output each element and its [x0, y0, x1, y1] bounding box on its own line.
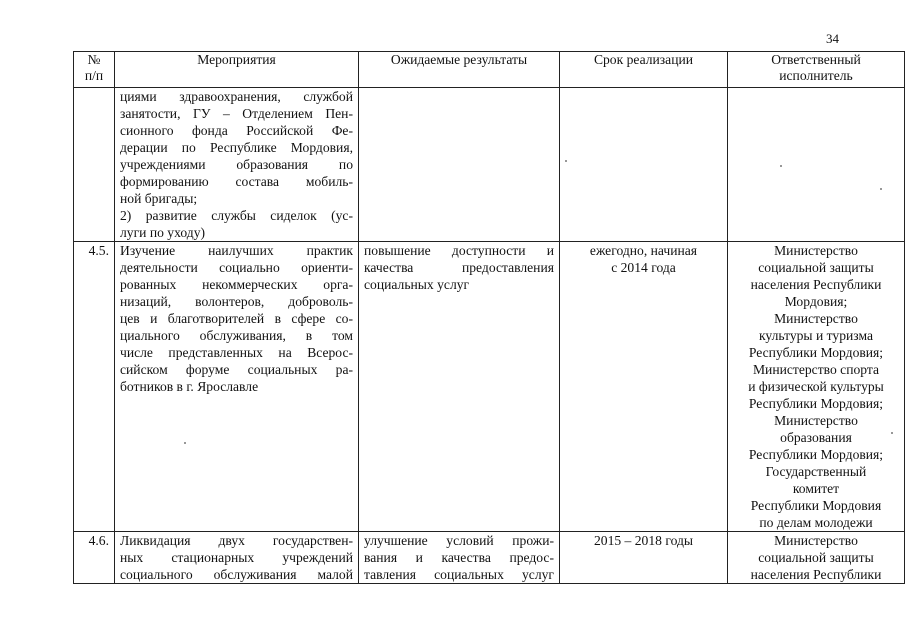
row-term [560, 532, 728, 584]
responsible-line: по делам молодежи [759, 515, 873, 530]
responsible-line: населения Республики [750, 567, 882, 582]
table-row [74, 242, 905, 532]
table-row [74, 532, 905, 584]
responsible-line: Министерство [774, 311, 858, 326]
responsible-line: Республики Мордовия [750, 498, 882, 513]
row-responsible [728, 532, 905, 584]
row-activity [115, 242, 359, 532]
result-line: вания и качества предос- [364, 550, 554, 565]
header-responsible-line: Ответственный [771, 52, 861, 67]
scan-speck [780, 165, 782, 167]
row-term [560, 242, 728, 532]
activity-line: Ликвидация двух государствен- [120, 533, 353, 548]
activity-line: луги по уходу) [120, 225, 206, 240]
responsible-line: Республики Мордовия; [748, 396, 884, 411]
row-term [560, 88, 728, 242]
term-line: ежегодно, начиная [589, 243, 698, 258]
row-num [74, 88, 115, 242]
activity-line: формированию состава мобиль- [120, 174, 353, 189]
responsible-line: Республики Мордовия; [748, 345, 884, 360]
header-responsible [728, 52, 905, 88]
responsible-line: населения Республики [750, 277, 882, 292]
header-term: Срок реализации [560, 52, 728, 88]
activity-line: ных стационарных учреждений [120, 550, 353, 565]
result-line: социальных услуг [364, 277, 470, 292]
result-line: качества предоставления [364, 260, 554, 275]
scan-speck [880, 188, 882, 190]
header-result: Ожидаемые результаты [359, 52, 560, 88]
scan-speck [891, 432, 893, 434]
responsible-line: Министерство [774, 533, 858, 548]
activity-line: цев и благотворителей в сфере со- [120, 311, 353, 326]
activity-line: низаций, волонтеров, доброволь- [120, 294, 353, 309]
header-num-line: № [87, 52, 101, 67]
activities-table [73, 51, 905, 584]
responsible-line: образования [780, 430, 852, 445]
activity-line: учреждениями образования по [120, 157, 353, 172]
result-line: повышение доступности и [364, 243, 554, 258]
header-num-line: п/п [84, 68, 104, 83]
table-header-row [74, 52, 905, 88]
scan-speck [184, 442, 186, 444]
header-responsible-line: исполнитель [779, 68, 853, 83]
header-num [74, 52, 115, 88]
row-result [359, 88, 560, 242]
activity-line: Изучение наилучших практик [120, 243, 353, 258]
responsible-line: и физической культуры [748, 379, 884, 394]
header-activity: Мероприятия [115, 52, 359, 88]
responsible-line: социальной защиты [758, 550, 874, 565]
row-activity [115, 532, 359, 584]
row-result [359, 242, 560, 532]
activity-line: деятельности социально ориенти- [120, 260, 353, 275]
activity-line: рованных некоммерческих орга- [120, 277, 353, 292]
result-line: улучшение условий прожи- [364, 533, 554, 548]
activity-line: социального обслуживания малой [120, 567, 353, 582]
responsible-line: Мордовия; [784, 294, 848, 309]
row-num: 4.6. [74, 532, 115, 584]
responsible-line: Государственный [765, 464, 867, 479]
activity-line: сийском форуме социальных ра- [120, 362, 353, 377]
activity-line: циями здравоохранения, службой [120, 89, 353, 104]
term-line: с 2014 года [611, 260, 676, 275]
activity-line: циального обслуживания, в том [120, 328, 353, 343]
row-num: 4.5. [74, 242, 115, 532]
responsible-line: Министерство [774, 243, 858, 258]
responsible-line: культуры и туризма [759, 328, 873, 343]
row-activity [115, 88, 359, 242]
responsible-line: социальной защиты [758, 260, 874, 275]
activity-line: занятости, ГУ – Отделением Пен- [120, 106, 353, 121]
responsible-line: Министерство [774, 413, 858, 428]
activity-line: сионного фонда Российской Фе- [120, 123, 353, 138]
page-number: 34 [826, 31, 839, 46]
activity-line: дерации по Республике Мордовия, [120, 140, 353, 155]
activity-line: ной бригады; [120, 191, 198, 206]
activity-line: 2) развитие службы сиделок (ус- [120, 208, 353, 223]
row-responsible [728, 88, 905, 242]
term-line: 2015 – 2018 годы [593, 533, 694, 548]
row-responsible [728, 242, 905, 532]
responsible-line: Министерство спорта [752, 362, 880, 377]
activity-line: числе представленных на Всерос- [120, 345, 353, 360]
responsible-line: Республики Мордовия; [748, 447, 884, 462]
activity-line: ботников в г. Ярославле [120, 379, 259, 394]
row-result [359, 532, 560, 584]
responsible-line: комитет [792, 481, 840, 496]
scan-speck [565, 160, 567, 162]
result-line: тавления социальных услуг [364, 567, 554, 582]
